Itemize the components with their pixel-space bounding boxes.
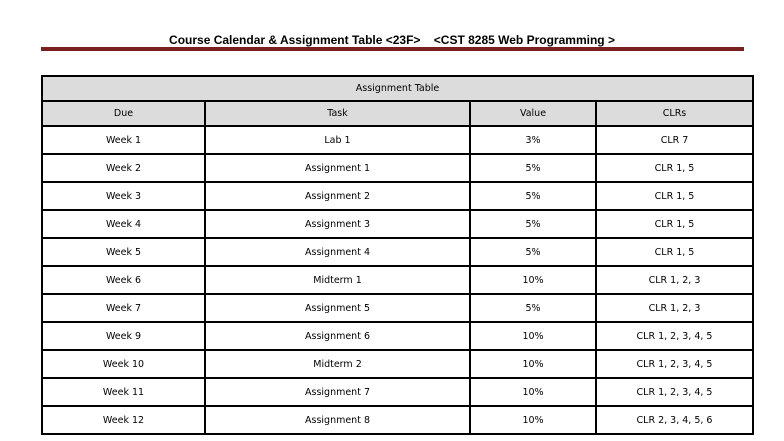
task-cell: Lab 1: [205, 126, 470, 154]
task-cell: Assignment 2: [205, 182, 470, 210]
clrs-cell: CLR 1, 2, 3, 4, 5: [596, 350, 753, 378]
clrs-cell: CLR 7: [596, 126, 753, 154]
due-cell: Week 11: [42, 378, 205, 406]
value-cell: 5%: [470, 182, 596, 210]
task-cell: Midterm 2: [205, 350, 470, 378]
value-cell: 5%: [470, 294, 596, 322]
table-row: [42, 210, 753, 238]
value-cell: 10%: [470, 350, 596, 378]
task-cell: Assignment 5: [205, 294, 470, 322]
due-cell: Week 4: [42, 210, 205, 238]
due-cell: Week 6: [42, 266, 205, 294]
table-row: [42, 266, 753, 294]
due-cell: Week 9: [42, 322, 205, 350]
header-rule: [41, 47, 744, 51]
due-cell: Week 7: [42, 294, 205, 322]
assignment-table-container: [41, 75, 752, 435]
value-cell: 5%: [470, 238, 596, 266]
task-cell: Assignment 8: [205, 406, 470, 434]
column-header-value: Value: [470, 101, 596, 126]
clrs-cell: CLR 1, 5: [596, 154, 753, 182]
value-cell: 10%: [470, 266, 596, 294]
column-header-due: Due: [42, 101, 205, 126]
value-cell: 10%: [470, 406, 596, 434]
value-cell: 5%: [470, 154, 596, 182]
due-cell: Week 5: [42, 238, 205, 266]
task-cell: Midterm 1: [205, 266, 470, 294]
column-header-task: Task: [205, 101, 470, 126]
table-row: [42, 238, 753, 266]
clrs-cell: CLR 1, 5: [596, 238, 753, 266]
clrs-cell: CLR 1, 2, 3, 4, 5: [596, 322, 753, 350]
table-row: [42, 378, 753, 406]
clrs-cell: CLR 1, 2, 3, 4, 5: [596, 378, 753, 406]
task-cell: Assignment 1: [205, 154, 470, 182]
table-row: [42, 322, 753, 350]
clrs-cell: CLR 1, 5: [596, 210, 753, 238]
value-cell: 5%: [470, 210, 596, 238]
clrs-cell: CLR 1, 2, 3: [596, 266, 753, 294]
clrs-cell: CLR 1, 2, 3: [596, 294, 753, 322]
task-cell: Assignment 7: [205, 378, 470, 406]
table-row: [42, 350, 753, 378]
task-cell: Assignment 6: [205, 322, 470, 350]
due-cell: Week 10: [42, 350, 205, 378]
table-row: [42, 182, 753, 210]
table-row: [42, 294, 753, 322]
clrs-cell: CLR 1, 5: [596, 182, 753, 210]
clrs-cell: CLR 2, 3, 4, 5, 6: [596, 406, 753, 434]
due-cell: Week 12: [42, 406, 205, 434]
table-row: [42, 154, 753, 182]
value-cell: 10%: [470, 322, 596, 350]
document-header: Course Calendar & Assignment Table <23F> <CST 8285 Web Programming >: [169, 33, 615, 47]
assignment-table: [41, 75, 754, 435]
value-cell: 3%: [470, 126, 596, 154]
due-cell: Week 2: [42, 154, 205, 182]
due-cell: Week 3: [42, 182, 205, 210]
due-cell: Week 1: [42, 126, 205, 154]
table-row: [42, 406, 753, 434]
task-cell: Assignment 4: [205, 238, 470, 266]
table-row: [42, 126, 753, 154]
table-title: Assignment Table: [42, 76, 753, 101]
task-cell: Assignment 3: [205, 210, 470, 238]
column-header-clrs: CLRs: [596, 101, 753, 126]
value-cell: 10%: [470, 378, 596, 406]
